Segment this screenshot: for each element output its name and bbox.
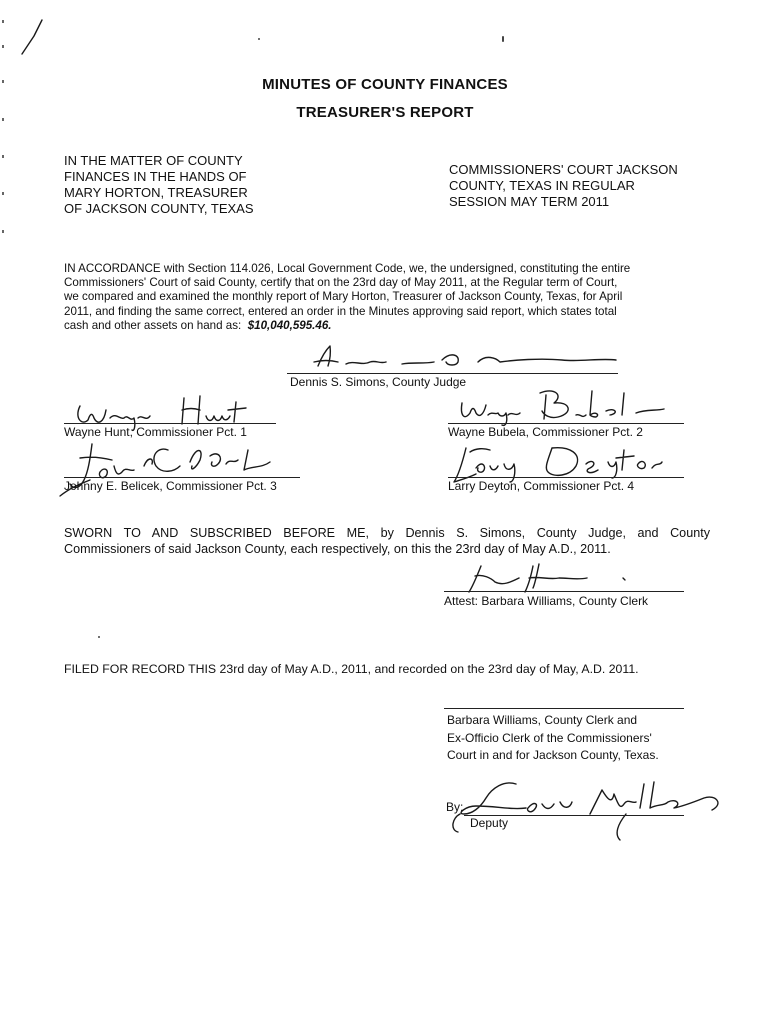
pct1-name: Wayne Hunt, Commissioner Pct. 1	[64, 425, 247, 439]
pct4-name: Larry Deyton, Commissioner Pct. 4	[448, 479, 635, 493]
by-label: By:	[446, 800, 464, 814]
certification-last-line	[64, 319, 714, 333]
judge-signature	[300, 340, 620, 374]
matter-left-line: OF JACKSON COUNTY, TEXAS	[64, 201, 254, 216]
scan-speck	[258, 38, 260, 40]
pct2-signature-line	[448, 423, 684, 424]
pct1-signature-line	[64, 423, 276, 424]
attest-signature	[455, 558, 655, 598]
matter-left-line: FINANCES IN THE HANDS OF	[64, 169, 247, 184]
certification-line: IN ACCORDANCE with Section 114.026, Local Government Code, we, the undersigned, constituting the entire	[64, 262, 631, 275]
matter-left	[64, 153, 254, 217]
filed-for-record: FILED FOR RECORD THIS 23rd day of May A.D., 2011, and recorded on the 23rd day of May, A.D. 2011.	[64, 662, 639, 676]
certification-line: Commissioners' Court of said County, certify that on the 23rd day of May 2011, at the Regular term of Court,	[64, 276, 618, 290]
attest-label: Attest: Barbara Williams, County Clerk	[444, 594, 649, 608]
judge-signature-line	[287, 373, 618, 374]
total-assets-amount: $10,040,595.46.	[247, 318, 332, 332]
matter-right	[449, 162, 678, 210]
pct4-signature-line	[448, 477, 684, 478]
scan-speck	[98, 636, 100, 638]
matter-left-line: MARY HORTON, TREASURER	[64, 185, 248, 200]
scan-mark	[2, 45, 4, 48]
matter-right-line: COUNTY, TEXAS IN REGULAR	[449, 178, 635, 193]
scan-mark	[2, 155, 4, 158]
certification-paragraph	[64, 262, 714, 333]
sworn-line: Commissioners of said Jackson County, each respectively, on this the 23rd day of May A.D., 2011.	[64, 541, 611, 556]
sworn-line: SWORN TO AND SUBSCRIBED BEFORE ME, by Dennis S. Simons, County Judge, and County	[64, 526, 710, 540]
clerk-line: Court in and for Jackson County, Texas.	[447, 748, 659, 762]
clerk-block	[447, 712, 659, 765]
scan-speck	[502, 36, 504, 42]
attest-signature-line	[444, 591, 684, 592]
pct3-signature-line	[64, 477, 300, 478]
scan-mark	[2, 20, 4, 23]
sworn-paragraph	[64, 526, 710, 557]
matter-right-line: COMMISSIONERS' COURT JACKSON	[449, 162, 678, 177]
judge-name: Dennis S. Simons, County Judge	[290, 375, 467, 389]
deputy-label: Deputy	[470, 816, 509, 830]
matter-left-line: IN THE MATTER OF COUNTY	[64, 153, 243, 168]
scan-stroke	[20, 18, 50, 58]
clerk-signature-line	[444, 708, 684, 709]
scan-mark	[2, 230, 4, 233]
scan-mark	[2, 192, 4, 195]
document-title: MINUTES OF COUNTY FINANCES	[262, 76, 508, 93]
deputy-signature	[442, 774, 732, 854]
document-subtitle: TREASURER'S REPORT	[296, 104, 474, 121]
clerk-line: Barbara Williams, County Clerk and	[447, 713, 638, 727]
certification-line: 2011, and finding the same correct, entered an order in the Minutes approving said report, which states total	[64, 304, 617, 318]
matter-right-line: SESSION MAY TERM 2011	[449, 194, 610, 209]
pct2-name: Wayne Bubela, Commissioner Pct. 2	[448, 425, 643, 439]
certification-line: we compared and examined the monthly report of Mary Horton, Treasurer of Jackson County, Texas, for April	[64, 290, 623, 304]
pct3-signature	[40, 436, 300, 510]
clerk-line: Ex-Officio Clerk of the Commissioners'	[447, 730, 652, 745]
certification-prefix: cash and other assets on hand as:	[64, 318, 242, 332]
pct3-name: Johnny E. Belicek, Commissioner Pct. 3	[64, 479, 277, 493]
